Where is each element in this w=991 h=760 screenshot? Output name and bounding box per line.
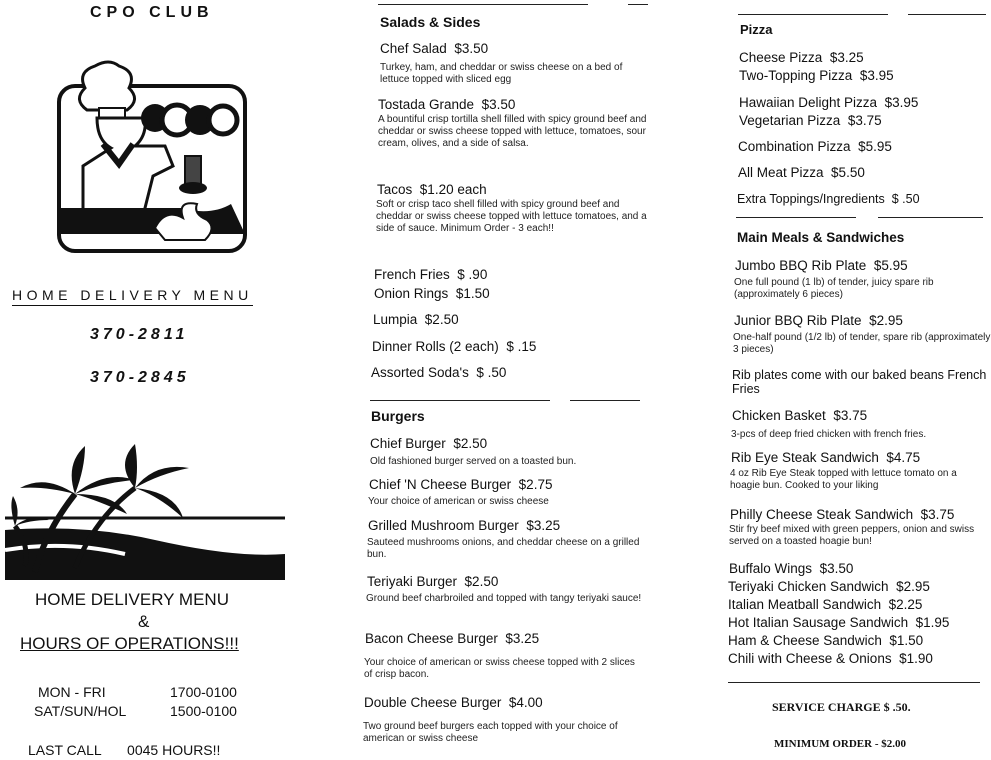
menu-item: Chef Salad $3.50: [380, 41, 489, 56]
menu-item: Two-Topping Pizza $3.95: [739, 68, 894, 83]
menu-item: Ham & Cheese Sandwich $1.50: [728, 633, 924, 648]
menu-item: Philly Cheese Steak Sandwich $3.75: [730, 507, 955, 522]
menu-item: French Fries $ .90: [374, 267, 488, 282]
menu-item: Chicken Basket $3.75: [732, 408, 868, 423]
hours-of-operations-heading: HOURS OF OPERATIONS!!!: [20, 634, 239, 653]
last-call: [28, 742, 220, 758]
salads-section-title: Salads & Sides: [380, 14, 481, 30]
minimum-order: MINIMUM ORDER - $2.00: [774, 738, 906, 750]
menu-item: Onion Rings $1.50: [374, 286, 490, 301]
menu-item-desc: Your choice of american or swiss cheese: [368, 496, 549, 507]
phone-number-2: 370-2845: [90, 369, 190, 386]
divider: [736, 217, 856, 218]
chef-logo-image: [55, 58, 250, 253]
delivery-label: HOME DELIVERY MENU: [12, 287, 253, 306]
menu-item: Dinner Rolls (2 each) $ .15: [372, 339, 537, 354]
menu-item: Teriyaki Burger $2.50: [367, 574, 499, 589]
menu-item: Assorted Soda's $ .50: [371, 365, 507, 380]
menu-item: Teriyaki Chicken Sandwich $2.95: [728, 579, 930, 594]
menu-item: Rib Eye Steak Sandwich $4.75: [731, 450, 921, 465]
menu-item-desc: Sauteed mushrooms onions, and cheddar cheese on a grilled bun.: [367, 537, 640, 560]
menu-item: Vegetarian Pizza $3.75: [739, 113, 882, 128]
hours-time-weekend: 1500-0100: [170, 703, 237, 719]
menu-item: Jumbo BBQ Rib Plate $5.95: [735, 258, 908, 273]
menu-item: Chili with Cheese & Onions $1.90: [728, 651, 933, 666]
menu-item-desc: Ground beef charbroiled and topped with tangy teriyaki sauce!: [366, 593, 642, 604]
ampersand: &: [138, 612, 150, 631]
menu-item: Cheese Pizza $3.25: [739, 50, 864, 65]
palm-beach-image: [5, 440, 285, 580]
menu-item: Junior BBQ Rib Plate $2.95: [734, 313, 903, 328]
menu-item: Double Cheese Burger $4.00: [364, 695, 543, 710]
menu-item-desc: Your choice of american or swiss cheese topped with 2 slices of crisp bacon.: [364, 657, 635, 680]
mains-section-title: Main Meals & Sandwiches: [737, 230, 905, 245]
divider: [570, 400, 640, 401]
menu-item: Tostada Grande $3.50: [378, 97, 516, 112]
divider: [878, 217, 983, 218]
menu-item: All Meat Pizza $5.50: [738, 165, 865, 180]
menu-item-desc: One-half pound (1/2 lb) of tender, spare rib (approximately 3 pieces): [733, 332, 991, 355]
left-panel: [0, 0, 330, 760]
divider: [728, 682, 980, 683]
menu-item-desc: 4 oz Rib Eye Steak topped with lettuce tomato on a hoagie bun. Cooked to your liking: [730, 468, 957, 491]
right-panel: [728, 0, 991, 760]
hours-time-weekday: 1700-0100: [170, 684, 237, 700]
menu-item-desc: Old fashioned burger served on a toasted bun.: [370, 456, 577, 467]
service-charge: SERVICE CHARGE $ .50.: [772, 700, 911, 714]
home-delivery-menu-heading: HOME DELIVERY MENU: [35, 590, 229, 609]
last-call-time: 0045 HOURS!!: [127, 742, 221, 758]
menu-item-desc: One full pound (1 lb) of tender, juicy spare rib (approximately 6 pieces): [734, 277, 934, 300]
menu-item: Extra Toppings/Ingredients $ .50: [737, 192, 920, 206]
menu-item: Combination Pizza $5.95: [738, 139, 892, 154]
divider: [370, 400, 550, 401]
menu-item: Bacon Cheese Burger $3.25: [365, 631, 540, 646]
divider: [628, 4, 648, 5]
pizza-section-title: Pizza: [740, 22, 773, 37]
menu-item: Chief Burger $2.50: [370, 436, 488, 451]
menu-item-desc: Two ground beef burgers each topped with your choice of american or swiss cheese: [363, 721, 618, 744]
menu-item-desc: Soft or crisp taco shell filled with spicy ground beef and cheddar or swiss cheese topped with lettuce tomatoes, and a side of sauce. Minimum Order - 3 each!!: [376, 199, 647, 234]
last-call-label: LAST CALL: [28, 742, 102, 758]
divider: [908, 14, 986, 15]
rib-plate-note: Rib plates come with our baked beans French Fries: [732, 368, 987, 396]
hours-days-weekday: MON - FRI: [38, 684, 106, 700]
divider: [378, 4, 588, 5]
menu-item-desc: Turkey, ham, and cheddar or swiss cheese on a bed of lettuce topped with sliced egg: [380, 62, 623, 85]
menu-item: Italian Meatball Sandwich $2.25: [728, 597, 923, 612]
club-title: CPO CLUB: [90, 4, 214, 21]
menu-item: Hot Italian Sausage Sandwich $1.95: [728, 615, 950, 630]
menu-item: Grilled Mushroom Burger $3.25: [368, 518, 561, 533]
menu-item-desc: Stir fry beef mixed with green peppers, onion and swiss served on a toasted hoagie bun!: [729, 524, 975, 547]
menu-item: Buffalo Wings $3.50: [729, 561, 854, 576]
phone-number-1: 370-2811: [90, 326, 189, 343]
menu-item: Chief 'N Cheese Burger $2.75: [369, 477, 553, 492]
burgers-section-title: Burgers: [371, 408, 425, 424]
middle-panel: [360, 0, 660, 760]
menu-item-desc: 3-pcs of deep fried chicken with french fries.: [731, 429, 927, 440]
menu-item: Tacos $1.20 each: [377, 182, 487, 197]
hours-days-weekend: SAT/SUN/HOL: [34, 703, 127, 719]
menu-item: Hawaiian Delight Pizza $3.95: [739, 95, 919, 110]
menu-item-desc: A bountiful crisp tortilla shell filled with spicy ground beef and cheddar or swiss cheese topped with lettuce, tomatoes, sour cream, olives, and a side of salsa.: [378, 114, 647, 149]
divider: [738, 14, 888, 15]
menu-item: Lumpia $2.50: [373, 312, 459, 327]
